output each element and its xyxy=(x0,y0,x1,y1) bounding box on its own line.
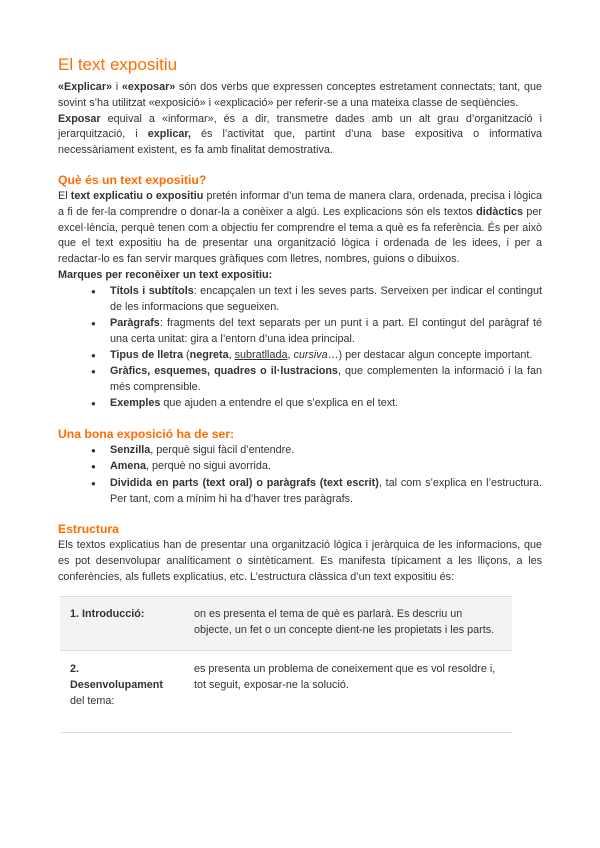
bold-term: didàctics xyxy=(476,205,523,218)
table-row xyxy=(60,597,512,652)
list-item: ● Dividida en parts (text oral) o paràgrafs (text escrit), tal com s’explica en l’estructura. Per tant, com a mínim hi ha d’haver tres paràgrafs. xyxy=(110,476,542,508)
table-row-label: 2. Desenvolupament del tema: xyxy=(70,663,163,707)
section-heading-structure: Estructura xyxy=(58,522,119,537)
bold-term: text explicatiu o expositiu xyxy=(70,189,204,202)
marks-list xyxy=(58,284,542,412)
structure-table xyxy=(60,596,512,733)
section-heading-good-exposition: Una bona exposició ha de ser: xyxy=(58,427,235,442)
marks-heading: Marques per reconèixer un text expositiu: xyxy=(58,268,273,281)
bold-term: Exposar xyxy=(58,112,101,125)
table-row-text: on es presenta el tema de què es parlarà. Es descriu un objecte, un fet o un concepte dient-ne les propietats i les parts. xyxy=(194,607,495,636)
structure-paragraph: Els textos explicatius han de presentar una organització lògica i jeràrquica de les informacions, que es pot desenvolupar analíticament o sintèticament. Es manifesta típicament a les lliçons, a les conferències, als fullets explicatius, etc. L’estructura clàssica d’un text expositiu és: xyxy=(58,539,542,583)
list-item: ● Amena, perquè no sigui avorrida. xyxy=(110,459,542,475)
list-item: ● Exemples que ajuden a entendre el que s’explica en el text. xyxy=(110,396,542,412)
list-item: ● Títols i subtítols: encapçalen un text i les seves parts. Serveixen per indicar el contingut de les informacions que segueixen. xyxy=(110,284,542,316)
intro-paragraph-2: Exposar equival a «informar», és a dir, transmetre dades amb un alt grau d’organització i jerarquització, i explicar, és l’activitat que, partint d’una base expositiva o informativa necessàriament existent, es fa amb finalitat demostrativa. xyxy=(58,112,542,157)
list-item: ● Paràgrafs: fragments del text separats per un punt i a part. El contingut del paràgraf té una certa unitat: gira a l’entorn d’una idea principal. xyxy=(110,316,542,348)
qualities-list xyxy=(58,443,542,507)
section-heading-what-is: Què és un text expositiu? xyxy=(58,172,207,187)
intro-paragraph-1: «Explicar» i «exposar» són dos verbs que expressen conceptes estretament connectats; tant, que sovint s’ha utilitzat «exposició» i «explicació» per referir-se a una mateixa classe de seqüències. xyxy=(58,81,542,109)
bold-term: «Explicar» xyxy=(58,81,113,93)
list-item: ● Senzilla, perquè sigui fàcil d’entendre. xyxy=(110,443,542,459)
bold-term: explicar, xyxy=(147,128,191,141)
list-item: ● Gràfics, esquemes, quadres o il·lustracions, que complementen la informació i la fan més comprensible. xyxy=(110,364,542,396)
table-row xyxy=(60,651,512,732)
section1-paragraph: El text explicatiu o expositiu pretén informar d’un tema de manera clara, ordenada, precisa i lògica a fi de fer-la comprendre o donar-la a conèixer a algú. Les explicacions són els textos didàctics per excel·lència, perquè tenen com a objectiu fer comprendre el tema a què es fa referència. És per això que el text expositiu ha de presentar una organització lògica i ordenada de les idees, i per a redactar-lo es fan servir marques gràfiques com lletres, nombres, guions o dibuixos. xyxy=(58,189,542,266)
bold-term: «exposar» xyxy=(121,81,176,93)
table-row-text: es presenta un problema de coneixement que es vol resoldre i, tot seguit, exposar-ne la solució. xyxy=(194,663,496,692)
table-row-label: 1. Introducció: xyxy=(70,607,145,620)
list-item: ● Tipus de lletra (negreta, subratllada, cursiva…) per destacar algun concepte important. xyxy=(110,348,542,364)
page-title: El text expositiu xyxy=(58,55,178,74)
